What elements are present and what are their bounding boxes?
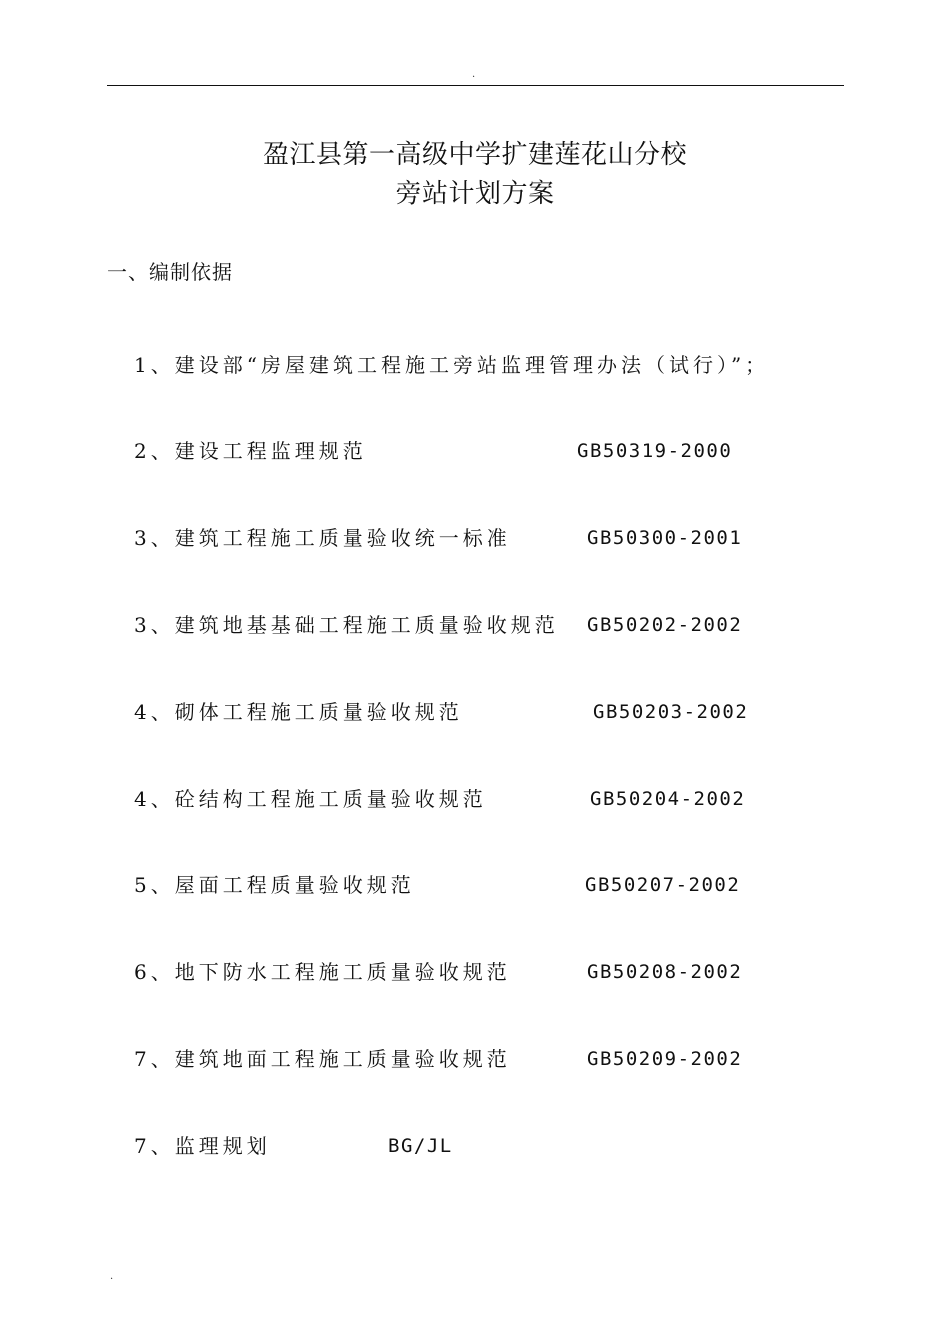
- reference-code: GB50203-2002: [593, 701, 749, 723]
- reference-code: GB50319-2000: [577, 440, 733, 462]
- reference-title: 3、建筑地基基础工程施工质量验收规范: [134, 613, 559, 637]
- reference-code: GB50209-2002: [587, 1048, 743, 1070]
- document-title-line-1: 盈江县第一高级中学扩建莲花山分校: [262, 140, 687, 170]
- reference-title: 5、屋面工程质量验收规范: [134, 873, 415, 897]
- reference-title: 6、地下防水工程施工质量验收规范: [134, 960, 511, 984]
- reference-title: 2、建设工程监理规范: [134, 439, 367, 463]
- reference-code: GB50204-2002: [590, 788, 746, 810]
- reference-code: GB50202-2002: [587, 614, 743, 636]
- reference-code: GB50207-2002: [585, 874, 741, 896]
- reference-title: 7、建筑地面工程施工质量验收规范: [134, 1047, 511, 1071]
- reference-title: 4、砼结构工程施工质量验收规范: [134, 787, 487, 811]
- reference-title: 7、监理规划: [134, 1134, 271, 1158]
- reference-code: GB50208-2002: [587, 961, 743, 983]
- reference-code: GB50300-2001: [587, 527, 743, 549]
- reference-title: 3、建筑工程施工质量验收统一标准: [134, 526, 511, 550]
- reference-code: BG/JL: [388, 1135, 453, 1157]
- reference-title: 1、建设部“房屋建筑工程施工旁站监理管理办法（试行）”；: [134, 353, 770, 377]
- header-mark: .: [472, 69, 476, 80]
- document-title-line-2: 旁站计划方案: [395, 179, 555, 209]
- footer-mark: .: [110, 1271, 114, 1282]
- section-heading: 一、编制依据: [107, 260, 233, 284]
- reference-title: 4、砌体工程施工质量验收规范: [134, 700, 463, 724]
- header-rule: [107, 85, 844, 86]
